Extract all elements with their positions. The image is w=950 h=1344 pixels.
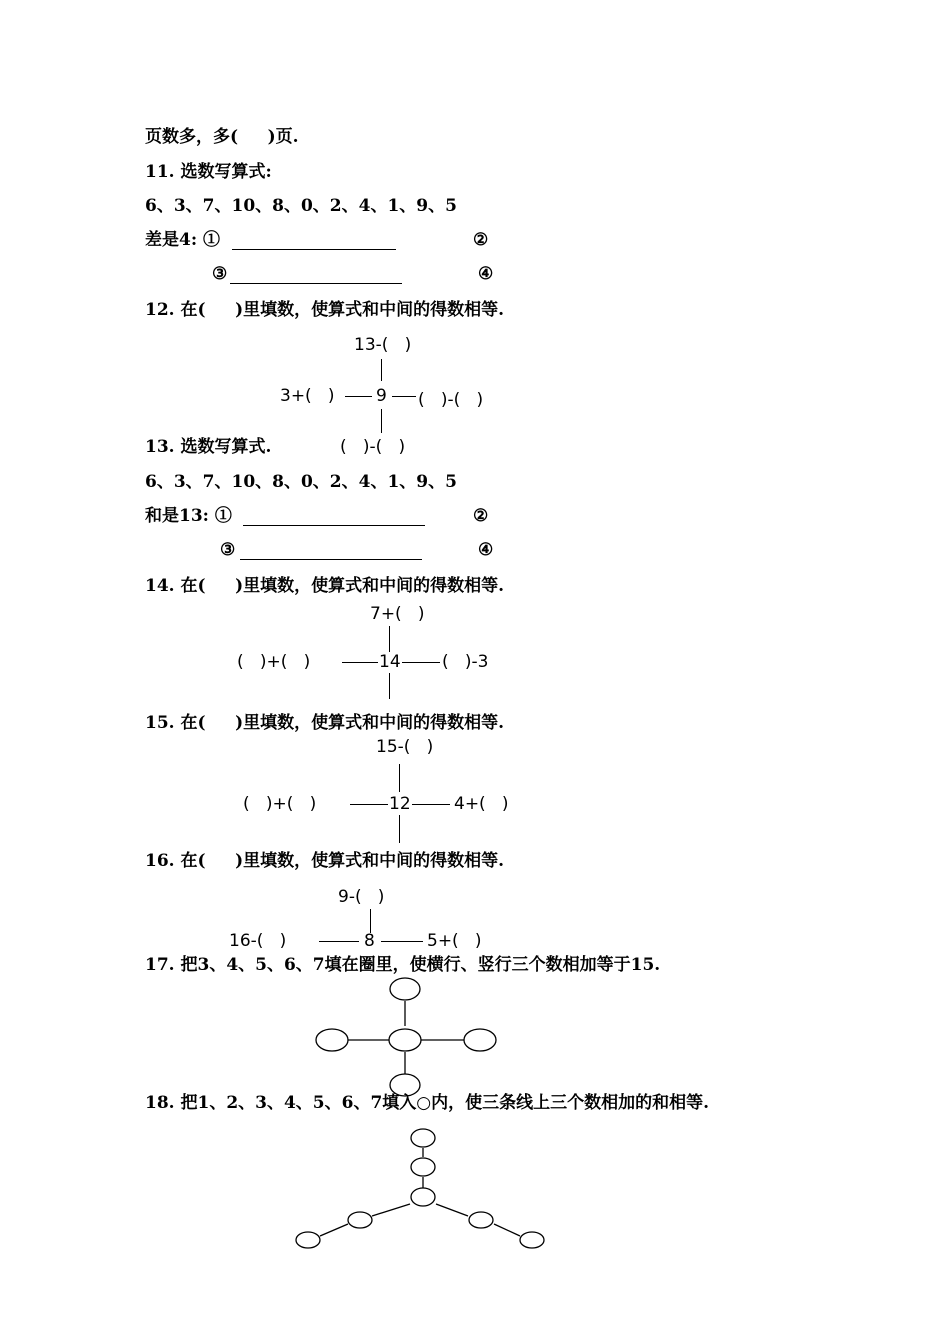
d15-left-expression: ( )+( )	[243, 794, 317, 814]
question-12: 12. 在( )里填数，使算式和中间的得数相等.	[145, 300, 505, 320]
question-16: 16. 在( )里填数，使算式和中间的得数相等.	[145, 851, 505, 871]
y-circle-top[interactable]	[411, 1129, 435, 1147]
number-list-2: 6、3、7、10、8、0、2、4、1、9、5	[145, 472, 457, 492]
number-list-1: 6、3、7、10、8、0、2、4、1、9、5	[145, 196, 457, 216]
y-circle-left-outer[interactable]	[296, 1232, 320, 1248]
d12-left-expression: 3+( )	[280, 386, 335, 406]
d12-top-expression: 13-( )	[354, 335, 412, 355]
d16-top-expression: 9-( )	[338, 887, 385, 907]
y-circle-right-outer[interactable]	[520, 1232, 544, 1248]
sum-13-label: 和是13: ①	[145, 506, 232, 526]
circle-3-label-b: ③	[220, 540, 236, 560]
y-circle-diagram	[296, 1129, 544, 1248]
circle-4-label: ④	[478, 264, 494, 284]
d14-center-value: 14	[379, 652, 401, 672]
y-circle-center[interactable]	[411, 1188, 435, 1206]
cross-circle-top[interactable]	[390, 978, 420, 1000]
y-circle-right-inner[interactable]	[469, 1212, 493, 1228]
y-line-3	[372, 1204, 410, 1216]
d12-right-expression: ( )-( )	[418, 390, 484, 410]
d15-top-expression: 15-( )	[376, 737, 434, 757]
d14-left-expression: ( )+( )	[237, 652, 311, 672]
question-18: 18. 把1、2、3、4、5、6、7填入○内，使三条线上三个数相加的和相等.	[145, 1093, 710, 1113]
y-circle-left-inner[interactable]	[348, 1212, 372, 1228]
circle-2-label: ②	[473, 230, 489, 250]
d12-bottom-expression: ( )-( )	[340, 437, 406, 457]
question-15: 15. 在( )里填数，使算式和中间的得数相等.	[145, 713, 505, 733]
d16-center-value: 8	[364, 931, 375, 951]
d16-right-expression: 5+( )	[427, 931, 482, 951]
d12-center-value: 9	[376, 386, 387, 406]
circle-2-label-b: ②	[473, 506, 489, 526]
cross-circle-diagram	[316, 978, 496, 1096]
question-13: 13. 选数写算式.	[145, 437, 272, 457]
question-11: 11. 选数写算式:	[145, 162, 272, 182]
cross-circle-right[interactable]	[464, 1029, 496, 1051]
y-line-6	[494, 1224, 520, 1236]
difference-4-label: 差是4: ①	[145, 230, 221, 250]
d16-left-expression: 16-( )	[229, 931, 287, 951]
d15-center-value: 12	[389, 794, 411, 814]
d15-right-expression: 4+( )	[454, 794, 509, 814]
cross-circle-center[interactable]	[389, 1029, 421, 1051]
question-17: 17. 把3、4、5、6、7填在圈里，使横行、竖行三个数相加等于15.	[145, 955, 661, 975]
d14-right-expression: ( )-3	[442, 652, 489, 672]
circle-4-label-b: ④	[478, 540, 494, 560]
y-line-5	[436, 1204, 468, 1216]
d14-top-expression: 7+( )	[370, 604, 425, 624]
cross-circle-left[interactable]	[316, 1029, 348, 1051]
y-circle-upper[interactable]	[411, 1158, 435, 1176]
continued-line: 页数多，多( )页.	[145, 127, 299, 147]
y-line-4	[320, 1224, 348, 1236]
question-14: 14. 在( )里填数，使算式和中间的得数相等.	[145, 576, 505, 596]
circle-3-label: ③	[212, 264, 228, 284]
